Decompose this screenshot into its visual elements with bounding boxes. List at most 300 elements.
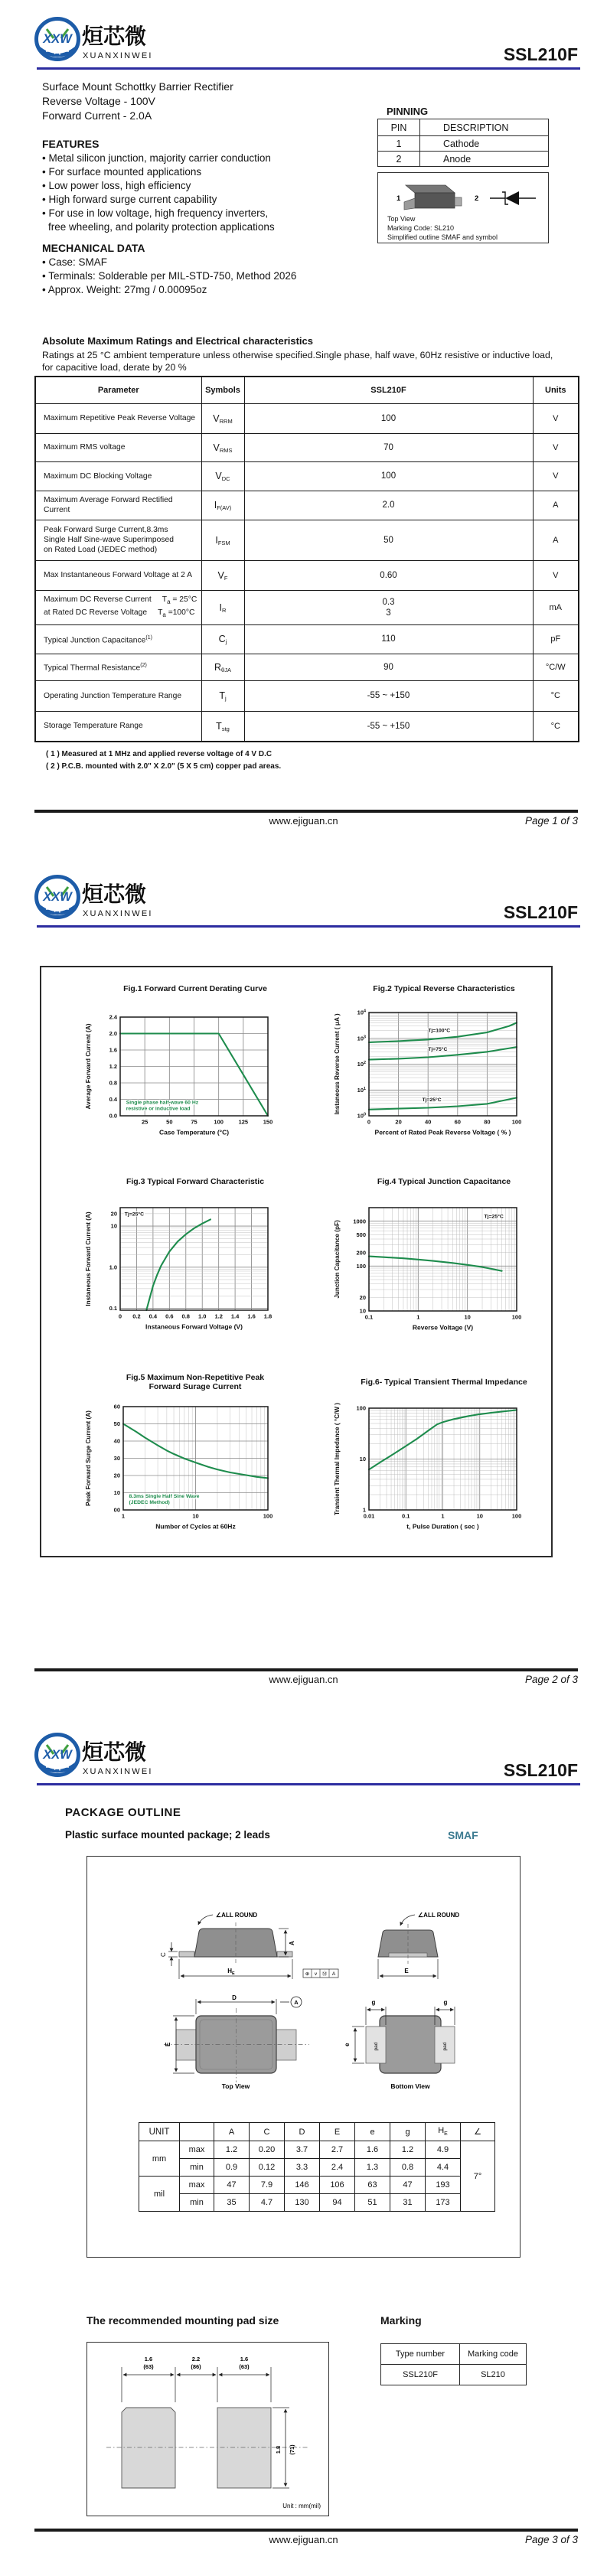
ratings-header-1: Symbols [201,377,244,403]
fig1-title [77,984,314,993]
pad-dim-left: 1.6 [144,2356,153,2362]
marking-table: Type number Marking code SSL210F SL210 [380,2343,527,2385]
package-outline-title: PACKAGE OUTLINE [65,1806,181,1819]
dim-HE-label: $H_E$ [227,1968,235,1976]
value-cell: 0.3 3 [244,590,533,624]
svg-text:0: 0 [367,1118,371,1126]
page-footer [0,1668,607,1688]
unit-cell: A [533,491,579,520]
svg-text:1.2: 1.2 [109,1063,117,1071]
pad-left-shape [122,2408,175,2488]
parameter-cell: Max Instantaneous Forward Voltage at 2 A [35,560,201,590]
fig2-xlabel: Percent of Rated Peak Reverse Voltage ( % ) [374,1128,511,1136]
logo-en: XUANXINWEI [83,909,153,918]
fig6-chart [331,1397,530,1535]
svg-text:0.4: 0.4 [109,1096,117,1104]
mechanical-data-item: • Case: SMAF [42,256,107,268]
logo-letters: XXW [43,1748,72,1762]
bottom-view [344,1999,455,2090]
svg-text:100: 100 [356,1262,366,1270]
ratings-row [35,624,579,654]
dim-value: 4.7 [250,2194,285,2212]
unit-cell: °C [533,711,579,742]
unit-cell: A [533,520,579,560]
fig1-xlabel: Case Temperature (°C) [158,1128,230,1136]
feature-item: free wheeling, and polarity protection applications [48,221,275,233]
ratings-row [35,711,579,742]
ratings-subtitle-2: for capacitive load, derate by 20 % [42,362,187,373]
svg-text:1.4: 1.4 [230,1312,240,1320]
svg-text:(86): (86) [191,2363,201,2370]
svg-text:80: 80 [484,1118,491,1126]
svg-text:104: $10^4$ [357,1009,366,1016]
svg-text:0.1: 0.1 [402,1512,410,1520]
type-number: SSL210F [381,2365,460,2385]
pad-label-right: pad [442,2042,448,2051]
value-cell: 110 [244,624,533,654]
header-rule [37,925,580,928]
top-view-caption: Top View [221,2082,250,2090]
svg-text:1.6: 1.6 [247,1312,256,1320]
svg-text:0.6: 0.6 [165,1312,174,1320]
ratings-header-2: SSL210F [244,377,533,403]
logo-cn: 烜芯微 [82,24,147,48]
footer-rule [34,810,578,813]
dim-value: 2.7 [320,2141,355,2159]
ratings-title: Absolute Maximum Ratings and Electrical characteristics [42,335,314,347]
parameter-cell: Typical Junction Capacitance$^{(1)}$ [35,624,201,654]
svg-text:0.2: 0.2 [132,1312,141,1320]
svg-text:0.4: 0.4 [148,1312,158,1320]
outline-drawing [87,1857,519,2117]
pad-dim-right: 1.6 [240,2356,249,2362]
page-header [0,14,607,75]
package-outline-subtitle: Plastic surface mounted package; 2 leads [65,1829,270,1841]
pin1-label: 1 [397,194,401,203]
dim-E-top-label: E [165,2042,171,2046]
ratings-note: ( 2 ) P.C.B. mounted with 2.0" X 2.0" (5 X 5 cm) copper pad areas. [46,762,282,771]
symbol-cell: Cj [201,624,244,654]
svg-text:500: 500 [356,1231,366,1238]
product-description [42,80,233,123]
parameter-cell: Maximum DC Blocking Voltage [35,461,201,491]
package-notes [387,214,498,242]
fig6-title [325,1378,563,1387]
svg-text:v: v [314,1971,318,1977]
package-symbol-box [377,172,549,243]
parameter-cell: Storage Temperature Range [35,711,201,742]
dim-value: 3.7 [285,2141,320,2159]
svg-text:0.0: 0.0 [109,1112,117,1120]
dim-value: 1.6 [355,2141,390,2159]
svg-text:1: 1 [362,1506,366,1514]
svg-text:10: 10 [476,1512,483,1520]
fig-title-line: Fig.4 Typical Junction Capacitance [377,1177,511,1186]
page-number: Page 2 of 3 [524,1674,578,1685]
value-cell: 100 [244,403,533,433]
mechanical-data-item: • Approx. Weight: 27mg / 0.00095oz [42,284,207,295]
dim-value: 0.8 [390,2159,426,2177]
svg-text:1.0: 1.0 [198,1312,207,1320]
svg-text:30: 30 [113,1455,120,1462]
svg-text:0.1: 0.1 [109,1305,117,1312]
svg-text:1000: 1000 [353,1218,366,1225]
ratings-row [35,461,579,491]
dim-angle-value: 7° [461,2141,495,2212]
logo-en: XUANXINWEI [83,51,153,60]
unit-cell: °C [533,680,579,711]
dim-value: 51 [355,2194,390,2212]
svg-text:0: 0 [118,1312,122,1320]
footer-rule [34,1668,578,1671]
svg-text:(63): (63) [143,2363,154,2370]
page-footer [0,810,607,830]
fig3-annotation: Tj=25°C [124,1211,144,1218]
site-url: www.ejiguan.cn [269,1674,338,1685]
features-list [42,152,275,234]
fig2-chart [331,1005,530,1141]
svg-text:200: 200 [356,1249,366,1257]
fig5-chart [82,1396,282,1534]
svg-text:40: 40 [113,1437,120,1445]
package-lead-tab [404,198,415,210]
dimension-table: UNIT A C D E e g $H_E$ ∠ mm max 1.2 0.20 3.7 2.7 1.6 1.2 4.9 7° min 0.9 0.12 3.3 2.4 1.3 0.8 4.4 mil max 47 7.9 146 106 63 47 193 min 35 4.7 130 94 51 31 173 [139,2122,495,2212]
dim-value: 173 [426,2194,461,2212]
value-cell: 2.0 [244,491,533,520]
svg-text:1.2: 1.2 [214,1312,223,1320]
value-cell: 100 [244,461,533,491]
condition: $T_a =100^\circ C$ [158,608,195,618]
svg-text:100: $10^0$ [357,1112,366,1120]
dim-value: 4.9 [426,2141,461,2159]
site-url: www.ejiguan.cn [269,2534,338,2545]
ratings-row [35,403,579,433]
dim-value: 1.2 [214,2141,250,2159]
dim-value: 1.2 [390,2141,426,2159]
fig5-xlabel: Number of Cycles at 60Hz [155,1522,236,1531]
fig2-title [325,984,563,993]
dim-value: 193 [426,2177,461,2194]
allround-label-2: ∠ALL ROUND [418,1912,460,1919]
svg-text:1: 1 [441,1512,445,1520]
package-3d-and-diode-symbol [378,173,548,216]
svg-text:0.01: 0.01 [363,1512,375,1520]
datum-A-label: A [294,1999,299,2006]
svg-text:103: $10^3$ [357,1035,366,1042]
pinning-row [378,152,549,167]
header-rule [37,1783,580,1785]
svg-text:(63): (63) [239,2363,250,2370]
parameter-cell: Maximum RMS voltage [35,433,201,461]
value-cell: 90 [244,654,533,680]
brand-logo [34,14,210,66]
svg-text:100: 100 [214,1118,224,1126]
end-side-view [378,1912,459,1979]
fig5-ylabel: Peak Forward Surge Current (A) [85,1410,92,1506]
ratings-row [35,590,579,624]
pin-description: Cathode [420,136,549,152]
svg-text:60: 60 [113,1403,120,1410]
fig1-annotation: Single phase half-wave 60 Hz [126,1100,199,1106]
parameter-cell: Maximum Average Forward Rectified Current [35,491,201,520]
svg-text:50: 50 [113,1420,120,1428]
fig3-xlabel: Instaneous Forward Voltage (V) [145,1322,243,1331]
description-line: Reverse Voltage - 100V [42,95,155,107]
dim-value: 35 [214,2194,250,2212]
fig6-ylabel: Transient Thermal Impedance ( °C/W ) [334,1402,341,1516]
feature-item: • High forward surge current capability [42,194,217,205]
dim-value: 7.9 [250,2177,285,2194]
pin-number: 2 [378,152,420,167]
fig1-ylabel: Average Forward Current (A) [85,1023,92,1110]
package-front-face [415,193,455,208]
dim-value: 146 [285,2177,320,2194]
svg-text:102: $10^2$ [357,1061,366,1068]
feature-item: • For surface mounted applications [42,166,202,178]
parameter-cell: Operating Junction Temperature Range [35,680,201,711]
pinning-row [378,136,549,152]
symbol-cell: IFSM [201,520,244,560]
fig4-series [369,1257,502,1271]
logo-letters: XXW [43,32,72,46]
page-number: Page 1 of 3 [524,815,578,827]
pin2-label: 2 [475,194,479,203]
fig5-title [77,1373,314,1391]
svg-text:10: 10 [113,1489,120,1497]
svg-text:150: 150 [263,1118,273,1126]
dim-value: 63 [355,2177,390,2194]
svg-text:100: 100 [356,1404,366,1412]
fig2-annotation: Tj=75°C [428,1046,448,1052]
svg-text:10: 10 [359,1456,366,1463]
svg-text:1.0: 1.0 [109,1264,117,1271]
svg-text:100: 100 [511,1118,522,1126]
dim-value: 0.20 [250,2141,285,2159]
dim-value: 3.3 [285,2159,320,2177]
svg-text:100: 100 [511,1512,522,1520]
symbol-cell: Tj [201,680,244,711]
svg-text:2.0: 2.0 [109,1030,117,1038]
fig-title-line: Forward Surage Current [148,1382,242,1391]
svg-text:A: A [331,1971,336,1977]
dim-value: 2.4 [320,2159,355,2177]
brand-logo [34,1730,210,1782]
logo-en: XUANXINWEI [83,1767,153,1776]
ratings-row [35,680,579,711]
svg-text:Ⓜ: Ⓜ [321,1971,328,1977]
svg-text:100: 100 [511,1313,522,1321]
mechanical-data-title: MECHANICAL DATA [42,242,145,254]
unit-cell: °C/W [533,654,579,680]
svg-text:0.8: 0.8 [181,1312,190,1320]
fig2-annotation: Tj=25°C [422,1097,442,1104]
svg-text:1: 1 [416,1313,420,1321]
fig6-xlabel: t, Pulse Duration ( sec ) [406,1522,479,1531]
fig5-annotation: (JEDEC Method) [129,1500,170,1505]
fig3-chart [82,1197,282,1335]
logo-letters: XXW [43,890,72,904]
svg-text:100: 100 [263,1512,273,1520]
part-number-title: SSL210F [503,44,578,64]
note-ref: (2) [140,663,147,669]
feature-item: • Low power loss, high efficiency [42,180,191,191]
fig2-ylabel: Instaneous Reverse Current ( μA ) [334,1013,341,1115]
fig3-title [77,1177,314,1186]
value-cell: -55 ~ +150 [244,680,533,711]
fig4-xlabel: Reverse Voltage (V) [412,1323,474,1332]
dim-value: 94 [320,2194,355,2212]
unit-cell: V [533,461,579,491]
page-footer [0,2529,607,2548]
top-view [164,1994,309,2090]
fig-title-line: Fig.6- Typical Transient Thermal Impedance [361,1378,527,1387]
package-note-line: Top View [387,215,416,223]
svg-text:20: 20 [110,1210,117,1218]
svg-text:2.4: 2.4 [109,1013,117,1021]
part-number-title: SSL210F [503,1760,578,1780]
svg-text:10: 10 [192,1512,199,1520]
svg-text:10: 10 [359,1307,366,1315]
symbol-cell: Tstg [201,711,244,742]
dim-C-label: C [160,1952,167,1957]
symbol-cell: IR [201,590,244,624]
note-ref: (1) [145,634,152,641]
package-name-label: SMAF [448,1829,478,1841]
description-line: Forward Current - 2.0A [42,109,152,122]
logo-cn: 烜芯微 [82,882,147,906]
package-note-line: Marking Code: SL210 [387,224,455,232]
pin-description: Anode [420,152,549,167]
mounting-pad-box [86,2342,329,2516]
dim-value: 130 [285,2194,320,2212]
front-side-view [160,1912,338,1979]
mounting-pad-title: The recommended mounting pad size [86,2314,279,2327]
fig-title-line: Fig.3 Typical Forward Characteristic [126,1177,265,1186]
svg-text:1.6: 1.6 [109,1046,117,1054]
package-note-line: Simplified outline SMAF and symbol [387,233,498,241]
footer-rule [34,2529,578,2532]
fig1-annotation: resistive or inductive load [126,1106,191,1112]
ratings-notes [46,748,281,773]
ratings-row [35,560,579,590]
dim-value: 0.12 [250,2159,285,2177]
dim-A-label: A [289,1941,295,1945]
dim-E-side-label: E [404,1968,409,1974]
feature-item: • For use in low voltage, high frequency inverters, [42,207,269,219]
ratings-row [35,654,579,680]
ratings-row [35,491,579,520]
dim-D-label: D [232,1994,237,2001]
ratings-header-0: Parameter [35,377,201,403]
dim-value: 47 [214,2177,250,2194]
fig-title-line: Fig.2 Typical Reverse Characteristics [373,984,515,993]
page-header [0,1730,607,1791]
unit-cell: mA [533,590,579,624]
symbol-cell: VRRM [201,403,244,433]
pinning-col-pin: PIN [378,119,420,136]
outline-drawing-box [86,1856,521,2258]
pad-label-left: pad [374,2042,379,2051]
tolerance-box [303,1969,338,1978]
pinning-table-holder [377,119,549,167]
svg-text:125: 125 [238,1118,249,1126]
svg-text:1: 1 [121,1512,126,1520]
fig5-annotation: 8.3ms Single Half Sine Wave [129,1493,200,1499]
fig-title-line: Fig.1 Forward Current Derating Curve [123,984,267,993]
condition: $T_a = 25^\circ C$ [162,595,197,606]
bottom-view-caption: Bottom View [390,2082,430,2090]
dim-value: 0.9 [214,2159,250,2177]
unit-cell: pF [533,624,579,654]
svg-text:101: $10^1$ [357,1086,366,1094]
svg-text:1.8: 1.8 [263,1312,272,1320]
diode-symbol-icon [490,191,536,205]
package-top-face [406,185,455,193]
svg-text:25: 25 [141,1118,148,1126]
svg-text:0.8: 0.8 [109,1079,117,1087]
mounting-pad-drawing [87,2343,328,2515]
fig2-annotation: Tj=100°C [428,1028,451,1034]
value-cell: 0.60 [244,560,533,590]
feature-item: • Metal silicon junction, majority carrier conduction [42,152,271,164]
parameter-cell: Maximum DC Reverse Current $T_a = 25^\circ C$ at Rated DC Reverse Voltage $T_a =100^\circ C$ [35,590,201,624]
mechanical-data-list [42,256,296,297]
unit-cell: V [533,403,579,433]
fig-title-line: Fig.5 Maximum Non-Repetitive Peak [126,1373,265,1382]
fig3-ylabel: Instaneous Forward Current (A) [85,1211,92,1306]
svg-text:⊕: ⊕ [305,1971,310,1977]
svg-text:20: 20 [359,1293,366,1301]
dim-value: 1.3 [355,2159,390,2177]
dim-g-left-label: g [371,1999,376,2006]
logo-cn: 烜芯微 [82,1740,147,1764]
parameter-cell: Maximum Repetitive Peak Reverse Voltage [35,403,201,433]
dim-value: 4.4 [426,2159,461,2177]
pinning-col-desc: DESCRIPTION [420,119,549,136]
svg-text:00: 00 [113,1506,120,1514]
part-number-title: SSL210F [503,902,578,922]
header-rule [37,67,580,70]
pad-unit-note: Unit : mm(mil) [282,2503,321,2509]
ratings-table [34,376,579,742]
pad-dim-mid: 2.2 [191,2356,201,2362]
symbol-cell: IF(AV) [201,491,244,520]
dimension-table-holder [139,2122,495,2212]
dim-value: 47 [390,2177,426,2194]
svg-text:10: 10 [110,1222,117,1230]
symbol-cell: VF [201,560,244,590]
value-cell: 70 [244,433,533,461]
symbol-cell: VRMS [201,433,244,461]
symbol-cell: VDC [201,461,244,491]
value-cell: 50 [244,520,533,560]
page-header [0,872,607,933]
ratings-table-holder [34,376,579,742]
ratings-subtitle-1: Ratings at 25 °C ambient temperature unless otherwise specified.Single phase, half wave, 60Hz resistive or inductive load, [42,350,553,360]
description-line: Surface Mount Schottky Barrier Rectifier [42,80,233,93]
value-cell: -55 ~ +150 [244,711,533,742]
ratings-row [35,520,579,560]
svg-text:10: 10 [464,1313,471,1321]
svg-text:60: 60 [454,1118,461,1126]
unit-cell: V [533,433,579,461]
ratings-row [35,433,579,461]
symbol-cell: RθJA [201,654,244,680]
unit-cell: V [533,560,579,590]
pad-dim-height: 1.8 [275,2445,282,2454]
marking-title: Marking [380,2314,422,2327]
pinning-table [377,119,549,167]
